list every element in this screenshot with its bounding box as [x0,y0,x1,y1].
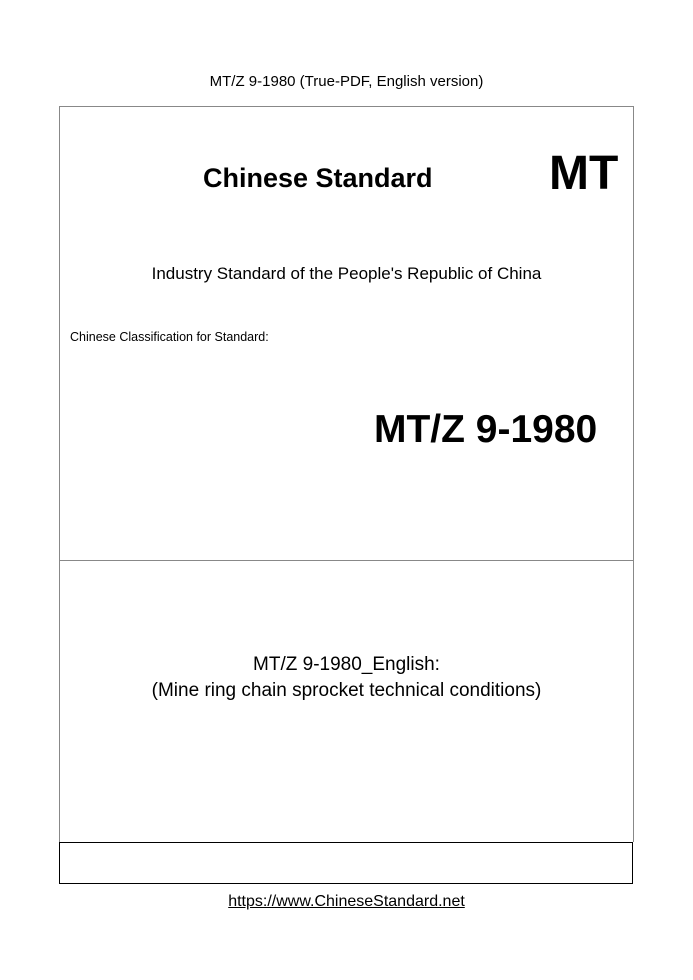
document-title-line2: (Mine ring chain sprocket technical conditions) [151,680,542,701]
footer [0,893,693,911]
industry-line: Industry Standard of the People's Republic of China [151,264,542,283]
cover-title: Chinese Standard [203,163,433,193]
classification-label: Chinese Classification for Standard: [70,330,269,344]
header-title: MT/Z 9-1980 (True-PDF, English version) [209,73,484,90]
cover-frame-bottom [59,842,633,884]
standard-badge: MT [549,147,619,200]
document-title-line1: MT/Z 9-1980_English: [253,654,440,675]
standard-code: MT/Z 9-1980 [374,408,598,451]
website-link[interactable]: https://www.ChineseStandard.net [228,893,465,910]
